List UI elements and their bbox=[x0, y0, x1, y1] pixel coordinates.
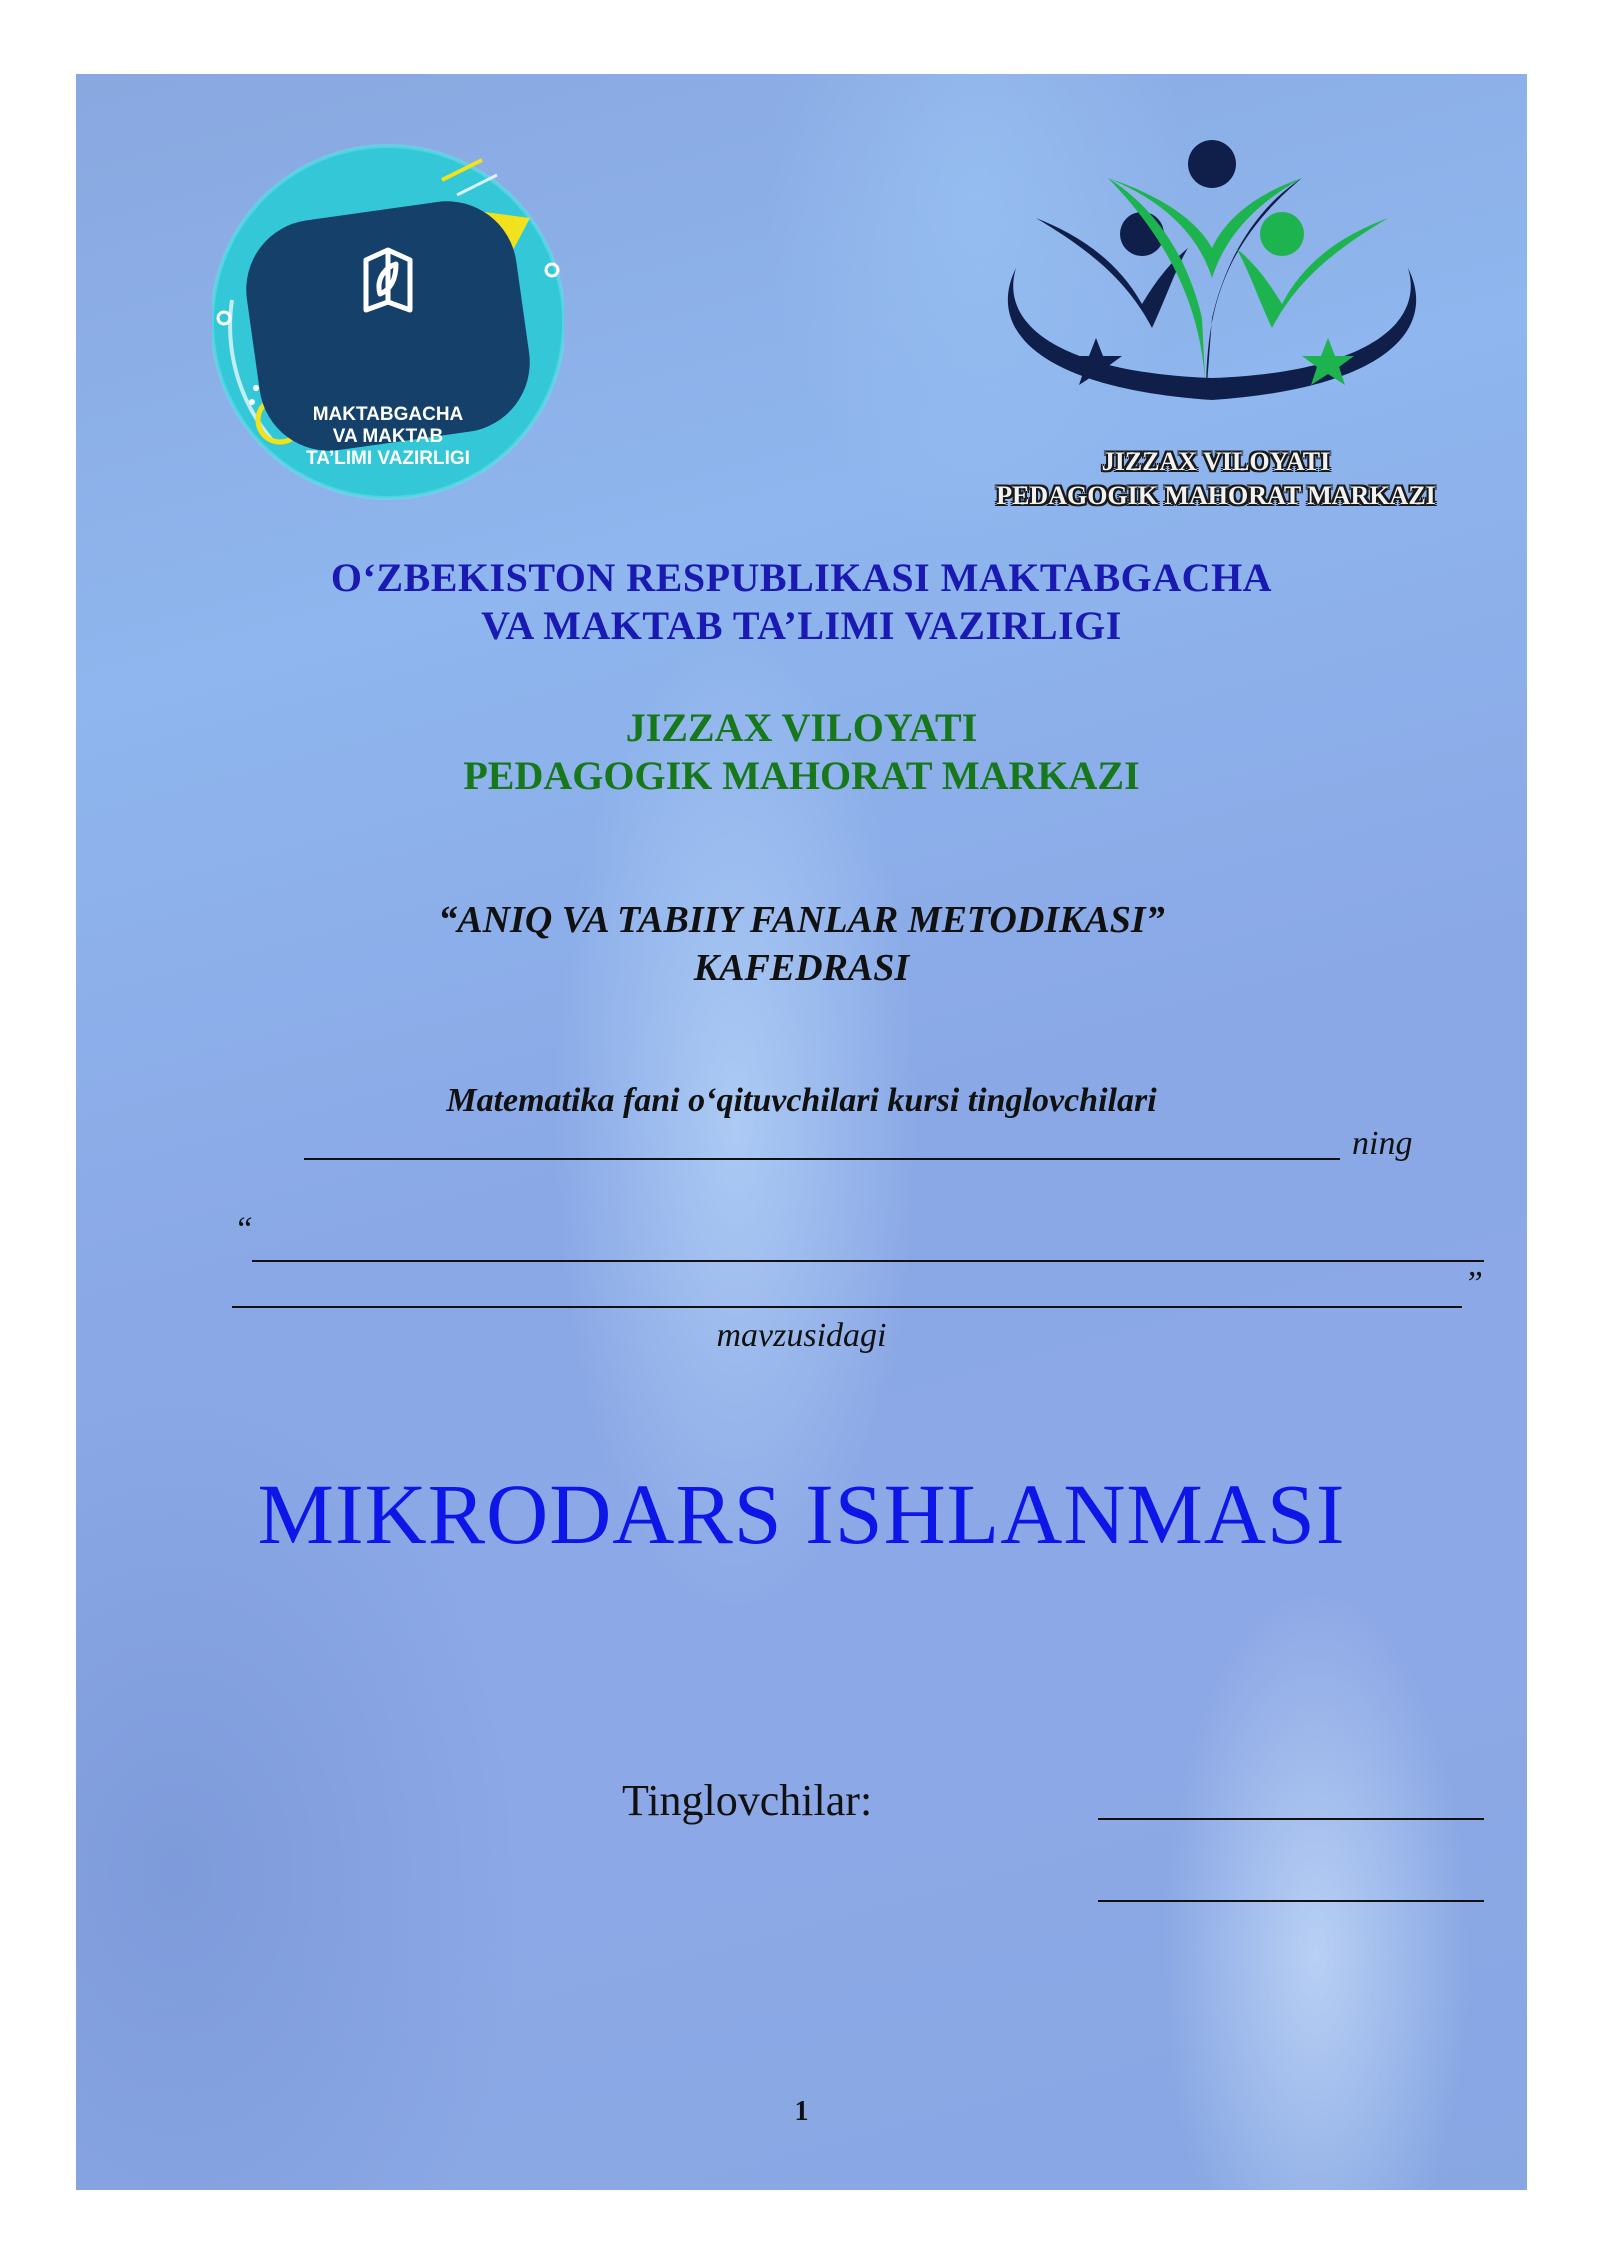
document-title: MIKRODARS ISHLANMASI bbox=[257, 1466, 1346, 1562]
ministry-logo-line-2: VA MAKTAB bbox=[332, 426, 444, 447]
department-heading-line-1: “ANIQ VA TABIIY FANLAR METODIKASI” bbox=[438, 899, 1165, 941]
center-logo bbox=[956, 138, 1476, 522]
ministry-heading-line-1: O‘ZBEKISTON RESPUBLIKASI MAKTABGACHA bbox=[330, 555, 1273, 600]
ministry-logo bbox=[212, 140, 564, 504]
center-heading-line-1: JIZZAX VILOYATI bbox=[625, 705, 978, 750]
center-logo-line-2: PEDAGOGIK MAHORAT MARKAZI bbox=[996, 481, 1436, 510]
topic-suffix: mavzusidagi bbox=[716, 1317, 887, 1354]
course-line: Matematika fani o‘qituvchilari kursi tinglovchilari bbox=[446, 1082, 1157, 1119]
topic-close-quote: ” bbox=[1464, 1265, 1483, 1302]
listeners-label: Tinglovchilar: bbox=[622, 1776, 873, 1825]
ministry-logo-line-1: MAKTABGACHA bbox=[312, 404, 464, 425]
topic-open-quote: “ bbox=[234, 1211, 253, 1248]
name-suffix: ning bbox=[1352, 1125, 1413, 1162]
document-page bbox=[76, 74, 1527, 2190]
department-heading-line-2: KAFEDRASI bbox=[693, 947, 910, 989]
page-number: 1 bbox=[794, 2096, 809, 2127]
listener-blank-line-1 bbox=[1098, 1818, 1484, 1820]
center-heading-line-2: PEDAGOGIK MAHORAT MARKAZI bbox=[463, 753, 1140, 798]
topic-blank-line-2 bbox=[232, 1306, 1462, 1308]
department-heading bbox=[76, 896, 1527, 992]
center-logo-line-1: JIZZAX VILOYATI bbox=[1101, 447, 1331, 476]
center-heading bbox=[76, 704, 1527, 800]
ministry-logo-line-3: TA’LIMI VAZIRLIGI bbox=[306, 448, 470, 469]
ministry-heading-line-2: VA MAKTAB TA’LIMI VAZIRLIGI bbox=[481, 603, 1122, 648]
topic-blank-line-1 bbox=[252, 1260, 1484, 1262]
ministry-heading bbox=[76, 554, 1527, 650]
people-stars-icon bbox=[956, 138, 1476, 438]
name-blank-line bbox=[304, 1158, 1340, 1160]
listener-blank-line-2 bbox=[1098, 1900, 1484, 1902]
